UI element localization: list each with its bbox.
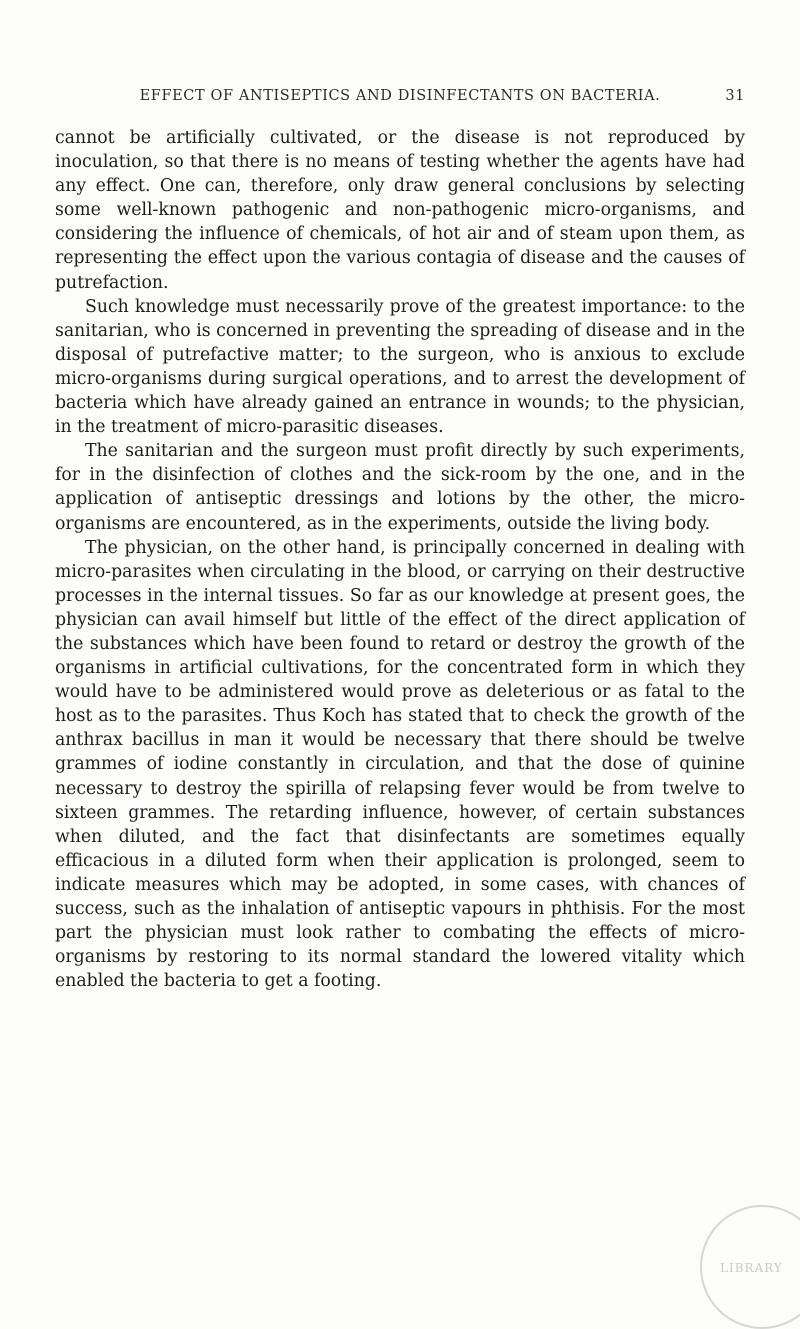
paragraph: Such knowledge must necessarily prove of the greatest importance: to the sanitarian, who is concerned in preventing the spreading of disease and in the disposal of putrefactive matter; to the surgeon, who is anxious to exclude micro-organisms during surgical operations, and to arrest the development of bacteria which have already gained an entrance in wounds; to the physician, in the treatment of micro-parasitic diseases. [55, 296, 745, 438]
paragraph: cannot be artificially cultivated, or the disease is not reproduced by inoculation, so that there is no means of testing whether the agents have had any effect. One can, therefore, only draw general conclusions by selecting some well-known pathogenic and non-pathogenic micro-organisms, and considering the influence of chemicals, of hot air and of steam upon them, as representing the effect upon the various contagia of disease and the causes of putrefaction. [55, 128, 745, 293]
running-head [55, 88, 745, 104]
library-stamp-text: LIBRARY [720, 1261, 783, 1275]
page-number: 31 [725, 88, 745, 104]
running-head-title: EFFECT OF ANTISEPTICS AND DISINFECTANTS ON BACTERIA. [139, 88, 661, 104]
book-page [55, 88, 745, 993]
body-text [55, 126, 745, 993]
library-stamp [700, 1205, 800, 1329]
paragraph: The sanitarian and the surgeon must profit directly by such experiments, for in the disinfection of clothes and the sick-room by the one, and in the application of antiseptic dressings and lotions by the other, the micro-organisms are encountered, as in the experiments, outside the living body. [55, 441, 745, 534]
paragraph: The physician, on the other hand, is principally concerned in dealing with micro-parasites when circulating in the blood, or carrying on their destructive processes in the internal tissues. So far as our knowledge at present goes, the physician can avail himself but little of the effect of the direct application of the substances which have been found to retard or destroy the growth of the organisms in artificial cultivations, for the concentrated form in which they would have to be administered would prove as deleterious or as fatal to the host as to the parasites. Thus Koch has stated that to check the growth of the anthrax bacillus in man it would be necessary that there should be twelve grammes of iodine constantly in circulation, and that the dose of quinine necessary to destroy the spirilla of relapsing fever would be from twelve to sixteen grammes. The retarding influence, however, of certain substances when diluted, and the fact that disinfectants are sometimes equally efficacious in a diluted form when their application is prolonged, seem to indicate measures which may be adopted, in some cases, with chances of success, such as the inhalation of antiseptic vapours in phthisis. For the most part the physician must look rather to combating the effects of micro-organisms by restoring to its normal standard the lowered vitality which enabled the bacteria to get a footing. [55, 537, 745, 992]
